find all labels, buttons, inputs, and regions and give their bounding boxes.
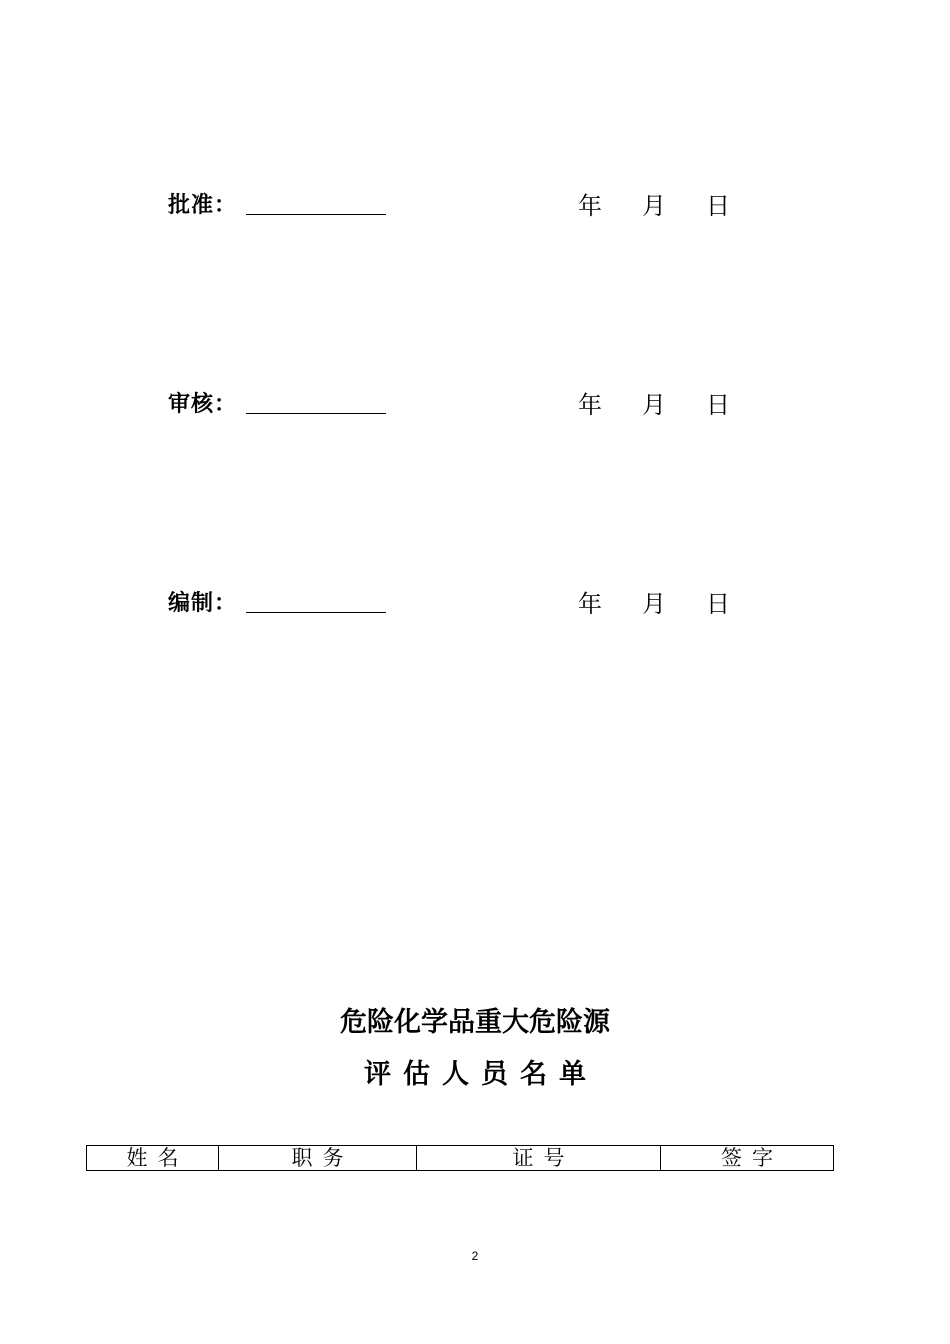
review-label: 审核： [168,392,238,417]
approval-month-label: 月 [642,192,666,220]
compile-month-label: 月 [642,590,666,618]
header-certificate-number: 证号 [417,1146,661,1171]
approval-day-label: 日 [706,192,730,220]
header-name: 姓名 [87,1146,219,1171]
compile-year-label: 年 [578,590,602,618]
compile-signature-line[interactable] [246,612,386,613]
header-signature: 签字 [661,1146,834,1171]
review-year-label: 年 [578,391,602,419]
approval-year-label: 年 [578,192,602,220]
approval-label: 批准： [168,193,238,218]
review-month-label: 月 [642,391,666,419]
page-number: 2 [471,1249,479,1263]
table-header-row [87,1146,834,1171]
review-day-label: 日 [706,391,730,419]
staff-table [86,1145,834,1171]
approval-signature-line[interactable] [246,214,386,215]
document-subtitle: 评估人员名单 [364,1059,598,1090]
header-position: 职务 [219,1146,417,1171]
compile-label: 编制： [168,591,238,616]
approval-row [168,182,748,222]
review-row [168,381,748,421]
document-title: 危险化学品重大危险源 [340,1007,610,1038]
review-signature-line[interactable] [246,413,386,414]
compile-day-label: 日 [706,590,730,618]
compile-row [168,580,748,620]
